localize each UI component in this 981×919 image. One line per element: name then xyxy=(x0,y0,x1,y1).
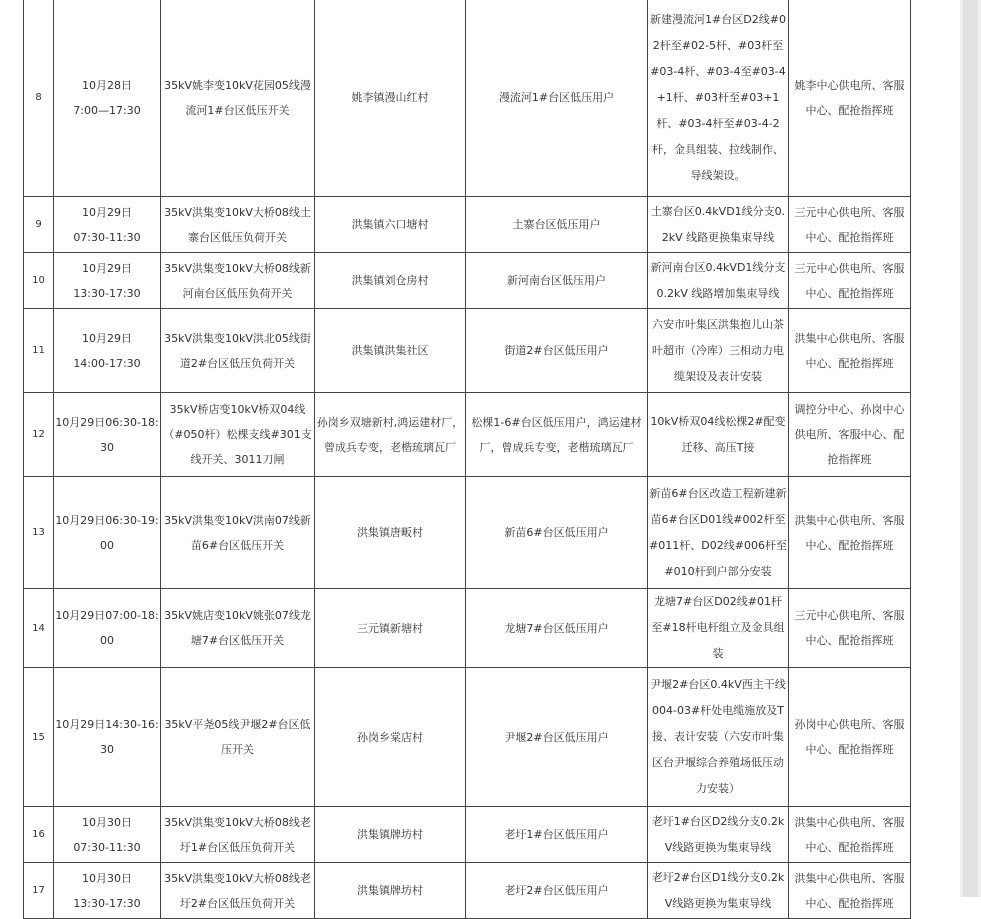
outage-time-cell: 10月29日06:30-18:30 xyxy=(54,393,161,477)
affected-users-cell: 尹堰2#台区低压用户 xyxy=(466,668,648,807)
responsible-unit-cell: 三元中心供电所、客服中心、配抢指挥班 xyxy=(789,589,911,668)
vertical-scrollbar[interactable] xyxy=(960,0,981,897)
switch-equipment-cell: 35kV桥店变10kV桥双04线（#050杆）松棵支线#301支线开关、3011刀闸 xyxy=(161,393,315,477)
responsible-unit-cell: 三元中心供电所、客服中心、配抢指挥班 xyxy=(789,197,911,253)
row-number-cell: 17 xyxy=(24,863,54,919)
table-row xyxy=(24,253,911,309)
outage-time-cell: 10月28日 7:00—17:30 xyxy=(54,0,161,197)
affected-users-cell: 老圩2#台区低压用户 xyxy=(466,863,648,919)
switch-equipment-cell: 35kV洪集变10kV大桥08线老圩1#台区低压负荷开关 xyxy=(161,807,315,863)
table-body xyxy=(24,0,911,919)
work-content-cell: 老圩2#台区D1线分支0.2kV线路更换为集束导线 xyxy=(648,863,789,919)
row-number-cell: 14 xyxy=(24,589,54,668)
responsible-unit-cell: 洪集中心供电所、客服中心、配抢指挥班 xyxy=(789,863,911,919)
outage-time-cell: 10月30日 13:30-17:30 xyxy=(54,863,161,919)
table-row xyxy=(24,393,911,477)
affected-area-cell: 洪集镇牌坊村 xyxy=(315,807,466,863)
work-content-cell: 10kV桥双04线松棵2#配变迁移、高压T接 xyxy=(648,393,789,477)
scrollbar-thumb[interactable] xyxy=(963,0,978,897)
affected-users-cell: 松棵1-6#台区低压用户，鸿运建材厂，曾成兵专变，老楷琉璃瓦厂 xyxy=(466,393,648,477)
affected-users-cell: 街道2#台区低压用户 xyxy=(466,309,648,393)
affected-area-cell: 洪集镇刘仓房村 xyxy=(315,253,466,309)
affected-users-cell: 土寨台区低压用户 xyxy=(466,197,648,253)
outage-time-cell: 10月29日 14:00-17:30 xyxy=(54,309,161,393)
table-row xyxy=(24,477,911,589)
outage-time-cell: 10月29日14:30-16:30 xyxy=(54,668,161,807)
switch-equipment-cell: 35kV姚李变10kV花园05线漫流河1#台区低压开关 xyxy=(161,0,315,197)
row-number-cell: 9 xyxy=(24,197,54,253)
responsible-unit-cell: 洪集中心供电所、客服中心、配抢指挥班 xyxy=(789,309,911,393)
outage-time-cell: 10月30日 07:30-11:30 xyxy=(54,807,161,863)
switch-equipment-cell: 35kV洪集变10kV洪南07线新苗6#台区低压开关 xyxy=(161,477,315,589)
switch-equipment-cell: 35kV洪集变10kV洪北05线街道2#台区低压负荷开关 xyxy=(161,309,315,393)
affected-users-cell: 新苗6#台区低压用户 xyxy=(466,477,648,589)
table-row xyxy=(24,309,911,393)
work-content-cell: 新建漫流河1#台区D2线#02杆至#02-5杆、#03杆至#03-4杆、#03-4至#03-4+1杆、#03杆至#03+1杆、#03-4杆至#03-4-2杆，金具组装、拉线制作、导线架设。 xyxy=(648,0,789,197)
affected-area-cell: 姚李镇漫山红村 xyxy=(315,0,466,197)
work-content-cell: 新河南台区0.4kVD1线分支0.2kV 线路增加集束导线 xyxy=(648,253,789,309)
outage-time-cell: 10月29日 07:30-11:30 xyxy=(54,197,161,253)
responsible-unit-cell: 三元中心供电所、客服中心、配抢指挥班 xyxy=(789,253,911,309)
affected-area-cell: 洪集镇唐畈村 xyxy=(315,477,466,589)
row-number-cell: 16 xyxy=(24,807,54,863)
affected-area-cell: 孙岗乡棠店村 xyxy=(315,668,466,807)
work-content-cell: 土寨台区0.4kVD1线分支0.2kV 线路更换集束导线 xyxy=(648,197,789,253)
row-number-cell: 11 xyxy=(24,309,54,393)
table-row xyxy=(24,668,911,807)
switch-equipment-cell: 35kV洪集变10kV大桥08线老圩2#台区低压负荷开关 xyxy=(161,863,315,919)
affected-area-cell: 三元镇新塘村 xyxy=(315,589,466,668)
responsible-unit-cell: 洪集中心供电所、客服中心、配抢指挥班 xyxy=(789,807,911,863)
work-content-cell: 老圩1#台区D2线分支0.2kV线路更换为集束导线 xyxy=(648,807,789,863)
row-number-cell: 13 xyxy=(24,477,54,589)
table-row xyxy=(24,197,911,253)
table-row xyxy=(24,807,911,863)
power-outage-table xyxy=(23,0,911,919)
work-content-cell: 新苗6#台区改造工程新建新苗6#台区D01线#002杆至#011杆、D02线#006杆至#010杆到户部分安装 xyxy=(648,477,789,589)
table-row xyxy=(24,0,911,197)
work-content-cell: 尹堰2#台区0.4kV西主干线004-03#杆处电缆施放及T接、表计安装（六安市叶集区台尹堰综合养殖场低压动力安装） xyxy=(648,668,789,807)
responsible-unit-cell: 洪集中心供电所、客服中心、配抢指挥班 xyxy=(789,477,911,589)
responsible-unit-cell: 调控分中心、孙岗中心供电所、客服中心、配抢指挥班 xyxy=(789,393,911,477)
table-row xyxy=(24,863,911,919)
outage-time-cell: 10月29日07:00-18:00 xyxy=(54,589,161,668)
affected-users-cell: 新河南台区低压用户 xyxy=(466,253,648,309)
switch-equipment-cell: 35kV平尧05线尹堰2#台区低压开关 xyxy=(161,668,315,807)
work-content-cell: 龙塘7#台区D02线#01杆至#18杆电杆组立及金具组装 xyxy=(648,589,789,668)
row-number-cell: 12 xyxy=(24,393,54,477)
affected-users-cell: 龙塘7#台区低压用户 xyxy=(466,589,648,668)
switch-equipment-cell: 35kV姚店变10kV姚张07线龙塘7#台区低压开关 xyxy=(161,589,315,668)
row-number-cell: 8 xyxy=(24,0,54,197)
outage-time-cell: 10月29日 13:30-17:30 xyxy=(54,253,161,309)
affected-area-cell: 洪集镇洪集社区 xyxy=(315,309,466,393)
switch-equipment-cell: 35kV洪集变10kV大桥08线土寨台区低压负荷开关 xyxy=(161,197,315,253)
affected-area-cell: 洪集镇六口塘村 xyxy=(315,197,466,253)
affected-users-cell: 漫流河1#台区低压用户 xyxy=(466,0,648,197)
table-row xyxy=(24,589,911,668)
row-number-cell: 10 xyxy=(24,253,54,309)
work-content-cell: 六安市叶集区洪集抱儿山茶叶超市（冷库）三相动力电缆架设及表计安装 xyxy=(648,309,789,393)
affected-area-cell: 孙岗乡双塘新村,鸿运建材厂，曾成兵专变，老楷琉璃瓦厂 xyxy=(315,393,466,477)
outage-time-cell: 10月29日06:30-19:00 xyxy=(54,477,161,589)
responsible-unit-cell: 姚李中心供电所、客服中心、配抢指挥班 xyxy=(789,0,911,197)
row-number-cell: 15 xyxy=(24,668,54,807)
affected-area-cell: 洪集镇牌坊村 xyxy=(315,863,466,919)
affected-users-cell: 老圩1#台区低压用户 xyxy=(466,807,648,863)
switch-equipment-cell: 35kV洪集变10kV大桥08线新河南台区低压负荷开关 xyxy=(161,253,315,309)
responsible-unit-cell: 孙岗中心供电所、客服中心、配抢指挥班 xyxy=(789,668,911,807)
